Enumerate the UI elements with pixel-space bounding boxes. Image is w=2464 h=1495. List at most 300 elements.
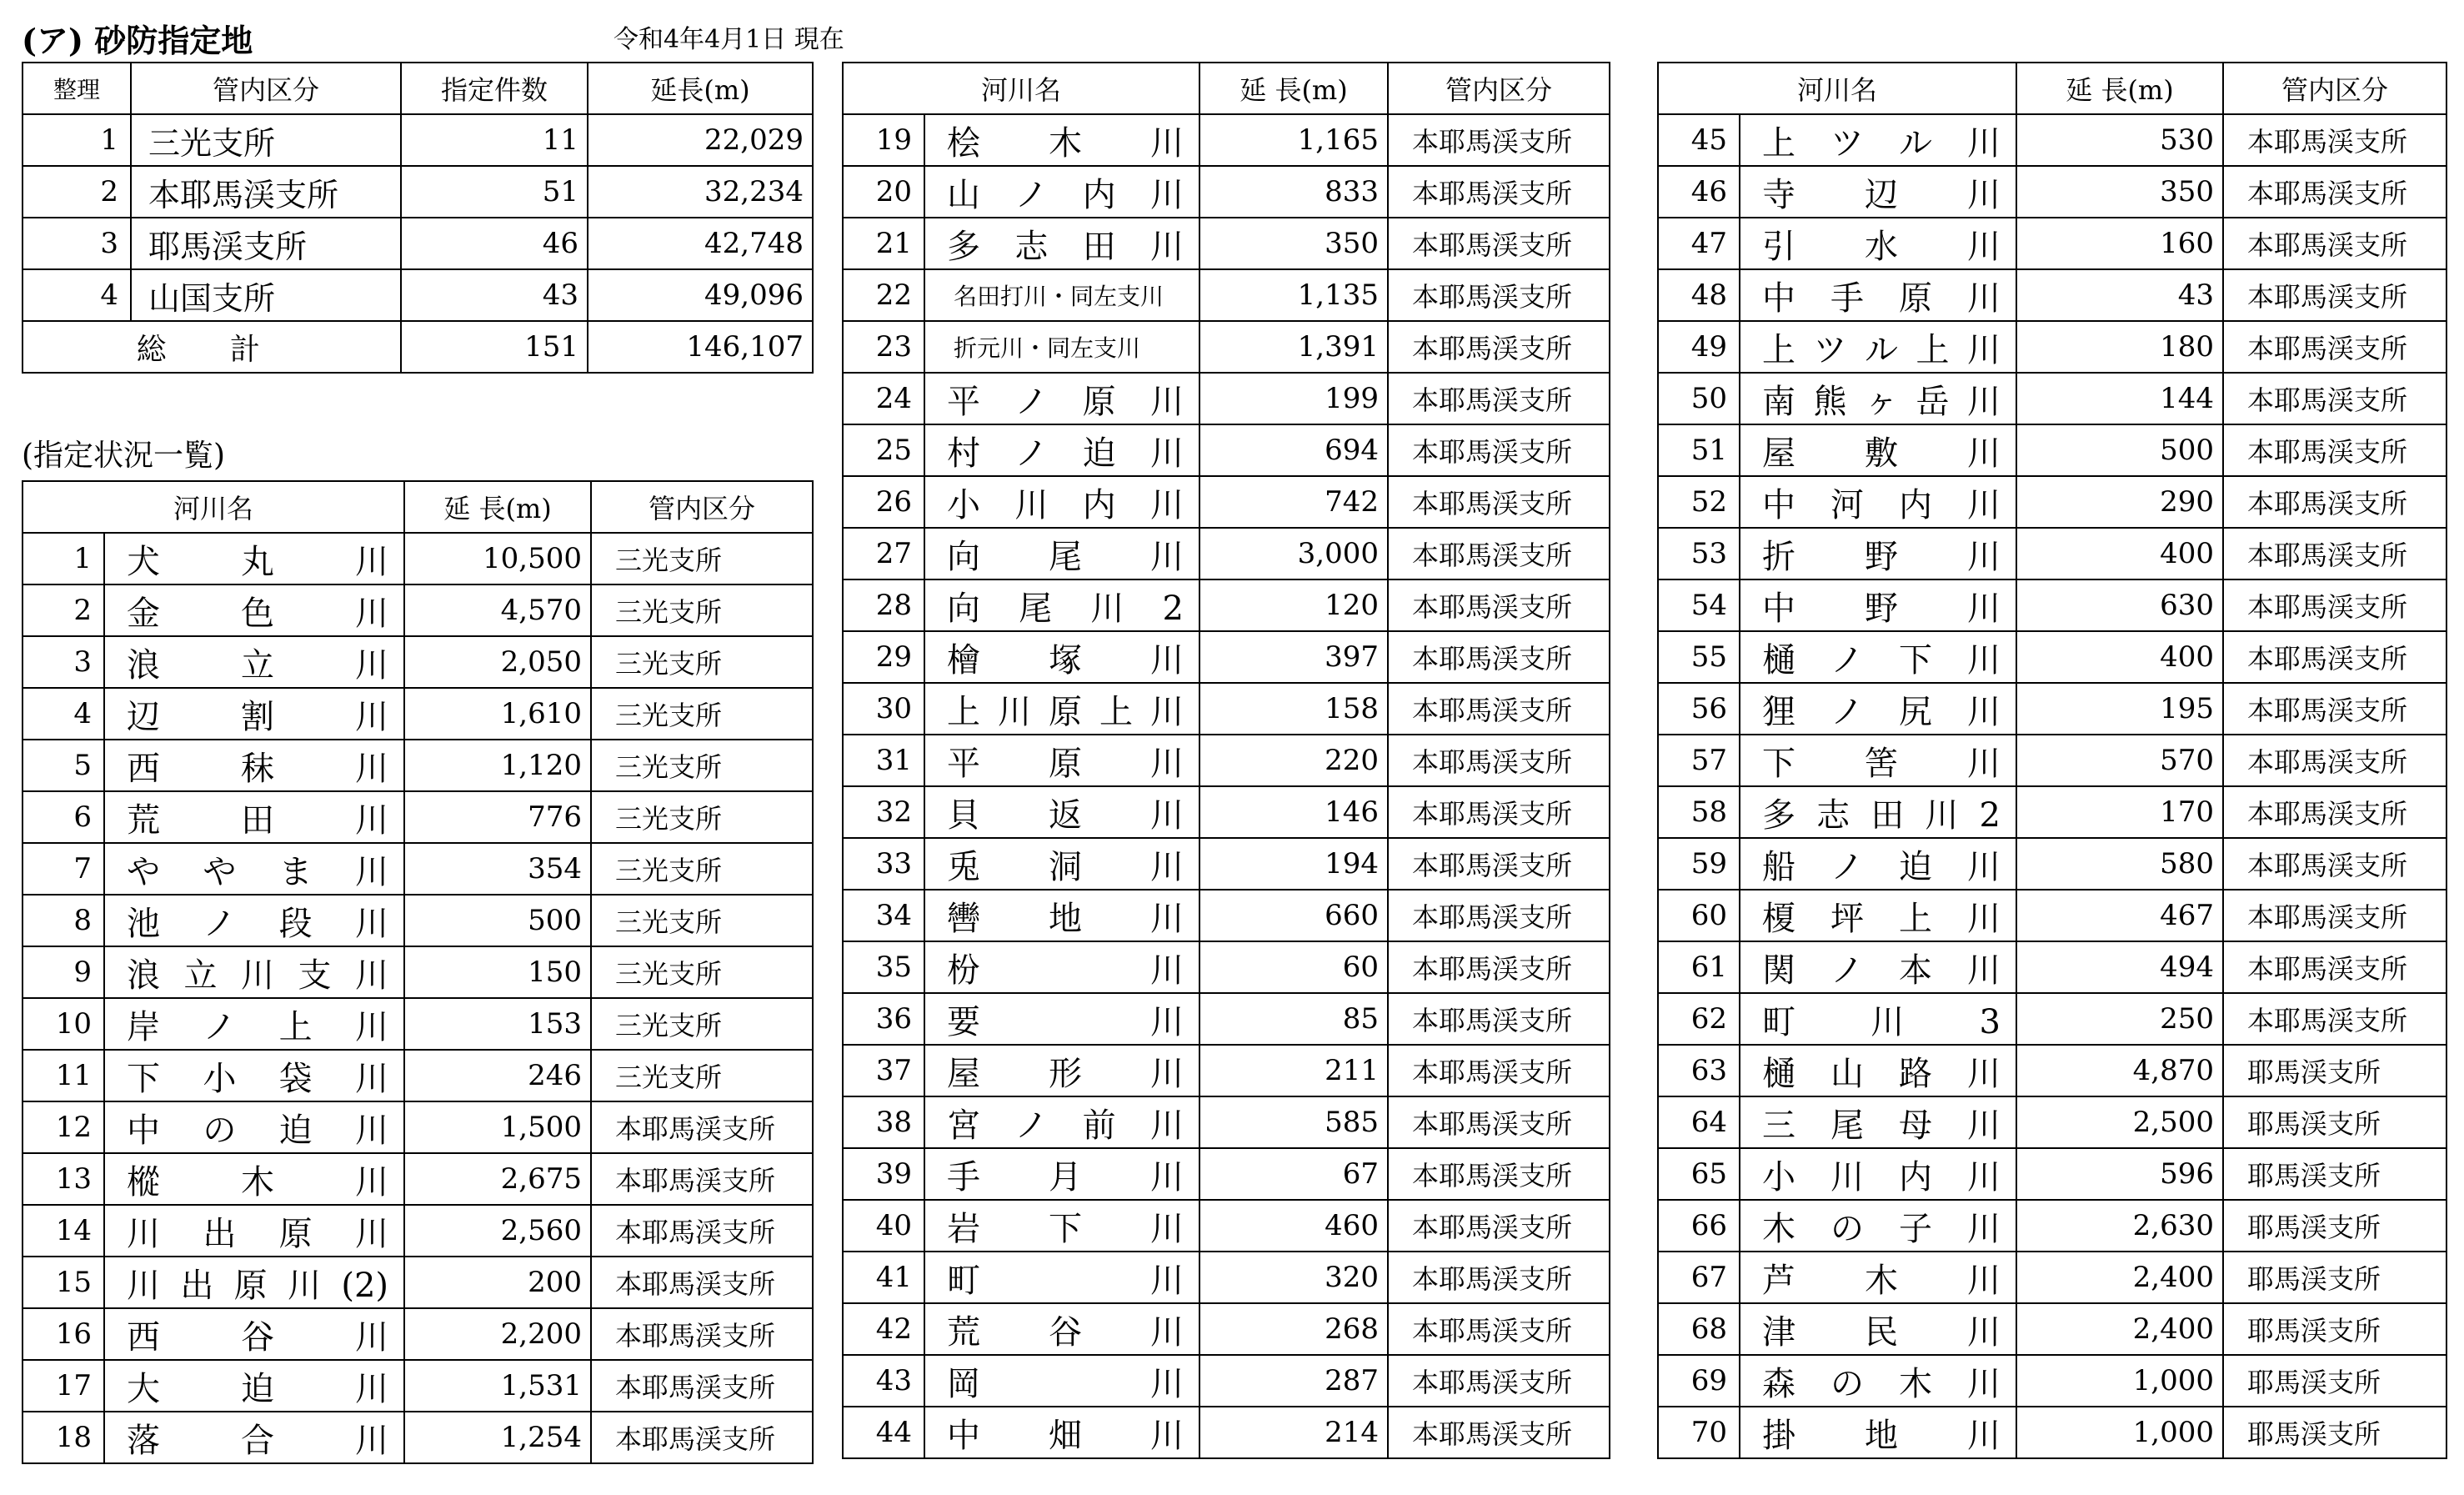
river-row-name: 上ツル上川 (1740, 321, 2016, 373)
river-row-no: 12 (23, 1101, 104, 1153)
river-row (843, 838, 1610, 890)
river-row-office: 本耶馬渓支所 (1388, 890, 1610, 941)
river-row-office: 本耶馬渓支所 (1388, 373, 1610, 424)
river-row-no: 43 (843, 1355, 924, 1407)
river-row-name: 屋敷川 (1740, 424, 2016, 476)
summary-header-count: 指定件数 (401, 63, 588, 114)
summary-row-no: 1 (23, 114, 131, 166)
river-row-length: 694 (1199, 424, 1388, 476)
summary-total-count: 151 (401, 321, 588, 373)
river-row-office: 本耶馬渓支所 (1388, 579, 1610, 631)
river-row-office: 本耶馬渓支所 (2223, 993, 2446, 1045)
river-row-office: 本耶馬渓支所 (591, 1153, 813, 1205)
river-row-no: 33 (843, 838, 924, 890)
river-row-office: 本耶馬渓支所 (1388, 269, 1610, 321)
river-row-no: 2 (23, 584, 104, 636)
river-row (843, 941, 1610, 993)
river-row (1658, 321, 2446, 373)
river-row-length: 195 (2016, 683, 2223, 735)
river-row-length: 742 (1199, 476, 1388, 528)
river-row-length: 460 (1199, 1200, 1388, 1252)
river-row-length: 530 (2016, 114, 2223, 166)
summary-row-length: 22,029 (588, 114, 813, 166)
river-row-length: 585 (1199, 1096, 1388, 1148)
river-row-length: 199 (1199, 373, 1388, 424)
summary-row (23, 269, 813, 321)
river-row-no: 42 (843, 1303, 924, 1355)
summary-header-office: 管内区分 (131, 63, 401, 114)
river-row (843, 373, 1610, 424)
river-row-length: 146 (1199, 786, 1388, 838)
river-header-row (1658, 63, 2446, 114)
river-row-name: 名田打川・同左支川 (924, 269, 1199, 321)
river-row-no: 59 (1658, 838, 1740, 890)
river-row-length: 596 (2016, 1148, 2223, 1200)
river-table-1 (22, 480, 814, 1464)
river-row-name: 中手原川 (1740, 269, 2016, 321)
river-row-name: 村ノ迫川 (924, 424, 1199, 476)
river-row (843, 269, 1610, 321)
river-row-no: 32 (843, 786, 924, 838)
river-row (843, 476, 1610, 528)
river-row (23, 1360, 813, 1412)
river-row-no: 28 (843, 579, 924, 631)
river-row-length: 170 (2016, 786, 2223, 838)
river-row-office: 本耶馬渓支所 (2223, 424, 2446, 476)
river-row (1658, 424, 2446, 476)
river-row (843, 1303, 1610, 1355)
river-row-length: 570 (2016, 735, 2223, 786)
river-row-no: 45 (1658, 114, 1740, 166)
river-row-name: 金色川 (104, 584, 404, 636)
river-row-no: 47 (1658, 218, 1740, 269)
river-row-name: 船ノ迫川 (1740, 838, 2016, 890)
river-row (23, 998, 813, 1050)
river-row-name: 下小袋川 (104, 1050, 404, 1101)
river-row-name: 平原川 (924, 735, 1199, 786)
river-row-name: 西谷川 (104, 1308, 404, 1360)
river-row-office: 三光支所 (591, 843, 813, 895)
river-row-office: 本耶馬渓支所 (1388, 321, 1610, 373)
river-row-name: 折元川・同左支川 (924, 321, 1199, 373)
river-row-office: 三光支所 (591, 584, 813, 636)
summary-row-no: 3 (23, 218, 131, 269)
river-row (23, 1050, 813, 1101)
river-row-no: 68 (1658, 1303, 1740, 1355)
river-header-name: 河川名 (843, 63, 1199, 114)
river-row-office: 本耶馬渓支所 (1388, 631, 1610, 683)
river-row-no: 69 (1658, 1355, 1740, 1407)
summary-total-label: 総 計 (23, 321, 401, 373)
river-row-name: 轡地川 (924, 890, 1199, 941)
river-row-office: 耶馬渓支所 (2223, 1200, 2446, 1252)
river-row-length: 350 (1199, 218, 1388, 269)
river-row-name: 犬丸川 (104, 533, 404, 584)
river-row (1658, 1303, 2446, 1355)
river-header-length: 延 長(m) (2016, 63, 2223, 114)
river-row-length: 4,570 (404, 584, 591, 636)
river-row-office: 本耶馬渓支所 (2223, 579, 2446, 631)
river-row (843, 890, 1610, 941)
river-row-name: ややま川 (104, 843, 404, 895)
river-row-no: 67 (1658, 1252, 1740, 1303)
river-row-name: 掛地川 (1740, 1407, 2016, 1458)
river-row-length: 43 (2016, 269, 2223, 321)
river-row-office: 本耶馬渓支所 (591, 1205, 813, 1257)
river-row (1658, 1148, 2446, 1200)
river-row-length: 776 (404, 791, 591, 843)
river-row-name: 引水川 (1740, 218, 2016, 269)
river-row-office: 本耶馬渓支所 (2223, 321, 2446, 373)
river-row-name: 南熊ヶ岳川 (1740, 373, 2016, 424)
river-row-office: 本耶馬渓支所 (1388, 786, 1610, 838)
river-header-office: 管内区分 (1388, 63, 1610, 114)
river-row-office: 耶馬渓支所 (2223, 1303, 2446, 1355)
river-row-name: 平ノ原川 (924, 373, 1199, 424)
summary-row-length: 49,096 (588, 269, 813, 321)
river-row (23, 533, 813, 584)
river-row-name: 辺割川 (104, 688, 404, 740)
summary-row-count: 46 (401, 218, 588, 269)
river-row-name: 狸ノ尻川 (1740, 683, 2016, 735)
river-row-no: 57 (1658, 735, 1740, 786)
river-row-length: 287 (1199, 1355, 1388, 1407)
river-row (1658, 786, 2446, 838)
river-row-length: 4,870 (2016, 1045, 2223, 1096)
river-row-name: 町川3 (1740, 993, 2016, 1045)
summary-header-row (23, 63, 813, 114)
summary-row-no: 4 (23, 269, 131, 321)
river-row (23, 1101, 813, 1153)
river-row (23, 946, 813, 998)
river-row-office: 本耶馬渓支所 (2223, 683, 2446, 735)
river-row-name: 浪立川 (104, 636, 404, 688)
page-title: (ア) 砂防指定地 (22, 22, 253, 59)
river-row-length: 160 (2016, 218, 2223, 269)
river-row-no: 30 (843, 683, 924, 735)
river-row-length: 268 (1199, 1303, 1388, 1355)
summary-header-no: 整理 (23, 63, 131, 114)
river-row-office: 本耶馬渓支所 (591, 1360, 813, 1412)
river-row (843, 1096, 1610, 1148)
river-row-name: 関ノ本川 (1740, 941, 2016, 993)
river-header-name: 河川名 (1658, 63, 2016, 114)
river-row-office: 本耶馬渓支所 (2223, 631, 2446, 683)
river-row-name: 手月川 (924, 1148, 1199, 1200)
river-row-no: 8 (23, 895, 104, 946)
river-row (23, 895, 813, 946)
river-row-length: 60 (1199, 941, 1388, 993)
river-row-length: 1,254 (404, 1412, 591, 1463)
river-row-office: 本耶馬渓支所 (1388, 1200, 1610, 1252)
river-row-no: 48 (1658, 269, 1740, 321)
river-row (23, 688, 813, 740)
summary-row-office: 本耶馬渓支所 (131, 166, 401, 218)
river-row-no: 38 (843, 1096, 924, 1148)
river-row-length: 144 (2016, 373, 2223, 424)
river-row-length: 3,000 (1199, 528, 1388, 579)
river-row-length: 350 (2016, 166, 2223, 218)
river-row (843, 735, 1610, 786)
river-row-name: 下筈川 (1740, 735, 2016, 786)
river-row (1658, 890, 2446, 941)
river-row-office: 本耶馬渓支所 (2223, 528, 2446, 579)
river-row (843, 1148, 1610, 1200)
river-row-no: 1 (23, 533, 104, 584)
river-row-name: 上川原上川 (924, 683, 1199, 735)
river-row-office: 三光支所 (591, 688, 813, 740)
river-header-row (23, 481, 813, 533)
river-row-office: 本耶馬渓支所 (1388, 1148, 1610, 1200)
river-row (843, 1045, 1610, 1096)
river-row-no: 10 (23, 998, 104, 1050)
river-row (23, 1308, 813, 1360)
river-row (1658, 373, 2446, 424)
river-row-office: 三光支所 (591, 895, 813, 946)
river-row-office: 本耶馬渓支所 (1388, 1303, 1610, 1355)
river-row-office: 本耶馬渓支所 (1388, 114, 1610, 166)
river-row-length: 1,500 (404, 1101, 591, 1153)
river-row-name: 中河内川 (1740, 476, 2016, 528)
river-row-name: 山ノ内川 (924, 166, 1199, 218)
river-row-length: 400 (2016, 528, 2223, 579)
river-row-name: 宮ノ前川 (924, 1096, 1199, 1148)
river-row-no: 62 (1658, 993, 1740, 1045)
river-row-office: 本耶馬渓支所 (2223, 890, 2446, 941)
summary-row-count: 51 (401, 166, 588, 218)
summary-row (23, 114, 813, 166)
river-row (23, 791, 813, 843)
river-row (1658, 1252, 2446, 1303)
river-row-office: 本耶馬渓支所 (1388, 1096, 1610, 1148)
river-row-name: 樋山路川 (1740, 1045, 2016, 1096)
river-row-length: 1,000 (2016, 1355, 2223, 1407)
river-row (1658, 579, 2446, 631)
river-row-name: 落合川 (104, 1412, 404, 1463)
river-row-office: 本耶馬渓支所 (2223, 373, 2446, 424)
river-row-no: 19 (843, 114, 924, 166)
river-row-name: 岸ノ上川 (104, 998, 404, 1050)
river-row-name: 貝返川 (924, 786, 1199, 838)
river-row (1658, 683, 2446, 735)
summary-row-office: 山国支所 (131, 269, 401, 321)
river-row-office: 本耶馬渓支所 (1388, 476, 1610, 528)
river-row-name: 枌川 (924, 941, 1199, 993)
river-row (23, 1412, 813, 1463)
river-row-no: 31 (843, 735, 924, 786)
river-row-length: 1,610 (404, 688, 591, 740)
river-row-office: 本耶馬渓支所 (2223, 941, 2446, 993)
river-row-name: 荒谷川 (924, 1303, 1199, 1355)
river-row-name: 向尾川 (924, 528, 1199, 579)
river-row-name: 池ノ段川 (104, 895, 404, 946)
river-row-length: 660 (1199, 890, 1388, 941)
river-row-length: 194 (1199, 838, 1388, 890)
river-row-name: 榎坪上川 (1740, 890, 2016, 941)
river-row-length: 180 (2016, 321, 2223, 373)
river-row-name: 中の迫川 (104, 1101, 404, 1153)
river-row (843, 1200, 1610, 1252)
river-row-name: 桧木川 (924, 114, 1199, 166)
list-title: (指定状況一覧) (22, 439, 226, 473)
river-row-name: 津民川 (1740, 1303, 2016, 1355)
river-row-name: 三尾母川 (1740, 1096, 2016, 1148)
river-row-no: 64 (1658, 1096, 1740, 1148)
river-row-office: 本耶馬渓支所 (2223, 786, 2446, 838)
river-row (843, 1355, 1610, 1407)
river-row-no: 41 (843, 1252, 924, 1303)
river-row-office: 本耶馬渓支所 (1388, 1355, 1610, 1407)
river-row-office: 本耶馬渓支所 (2223, 735, 2446, 786)
summary-row (23, 218, 813, 269)
river-row-length: 2,400 (2016, 1252, 2223, 1303)
river-row (843, 579, 1610, 631)
river-row (1658, 993, 2446, 1045)
river-row-no: 46 (1658, 166, 1740, 218)
river-row-no: 7 (23, 843, 104, 895)
river-row-no: 35 (843, 941, 924, 993)
summary-row-count: 11 (401, 114, 588, 166)
river-row-no: 55 (1658, 631, 1740, 683)
river-row-no: 40 (843, 1200, 924, 1252)
river-row-office: 本耶馬渓支所 (1388, 424, 1610, 476)
river-row (843, 166, 1610, 218)
river-row-length: 250 (2016, 993, 2223, 1045)
river-row-length: 211 (1199, 1045, 1388, 1096)
river-row-length: 494 (2016, 941, 2223, 993)
river-row-length: 220 (1199, 735, 1388, 786)
river-row-length: 467 (2016, 890, 2223, 941)
river-row-length: 246 (404, 1050, 591, 1101)
river-row-length: 67 (1199, 1148, 1388, 1200)
river-row-length: 290 (2016, 476, 2223, 528)
river-row-name: 多志田川2 (1740, 786, 2016, 838)
river-row-office: 三光支所 (591, 740, 813, 791)
river-row (1658, 735, 2446, 786)
summary-total-row (23, 321, 813, 373)
river-row-no: 11 (23, 1050, 104, 1101)
river-row-length: 500 (2016, 424, 2223, 476)
river-row-office: 本耶馬渓支所 (1388, 528, 1610, 579)
river-row-office: 本耶馬渓支所 (591, 1257, 813, 1308)
river-row (1658, 269, 2446, 321)
river-row-office: 耶馬渓支所 (2223, 1096, 2446, 1148)
river-row-no: 6 (23, 791, 104, 843)
river-row-office: 耶馬渓支所 (2223, 1252, 2446, 1303)
river-row (1658, 838, 2446, 890)
river-row-no: 50 (1658, 373, 1740, 424)
river-row-office: 本耶馬渓支所 (1388, 683, 1610, 735)
river-row (843, 631, 1610, 683)
river-row-no: 65 (1658, 1148, 1740, 1200)
river-row-length: 397 (1199, 631, 1388, 683)
river-row-office: 本耶馬渓支所 (2223, 218, 2446, 269)
river-row-name: 川出原川 (104, 1205, 404, 1257)
river-row-no: 54 (1658, 579, 1740, 631)
river-row-office: 本耶馬渓支所 (2223, 476, 2446, 528)
river-row-length: 1,120 (404, 740, 591, 791)
river-row-length: 1,135 (1199, 269, 1388, 321)
river-header-name: 河川名 (23, 481, 404, 533)
river-row (1658, 476, 2446, 528)
river-row-no: 36 (843, 993, 924, 1045)
river-row-no: 37 (843, 1045, 924, 1096)
river-row-name: 荒田川 (104, 791, 404, 843)
river-row-no: 27 (843, 528, 924, 579)
river-row-length: 2,675 (404, 1153, 591, 1205)
river-row-length: 354 (404, 843, 591, 895)
river-header-office: 管内区分 (591, 481, 813, 533)
summary-row-count: 43 (401, 269, 588, 321)
river-row (1658, 1407, 2446, 1458)
river-row-name: 樅木川 (104, 1153, 404, 1205)
river-row-office: 本耶馬渓支所 (1388, 218, 1610, 269)
river-row-office: 本耶馬渓支所 (591, 1101, 813, 1153)
river-row-no: 25 (843, 424, 924, 476)
river-row-no: 66 (1658, 1200, 1740, 1252)
river-row (843, 786, 1610, 838)
river-row-length: 85 (1199, 993, 1388, 1045)
river-row-no: 39 (843, 1148, 924, 1200)
river-row-no: 4 (23, 688, 104, 740)
river-row-name: 小川内川 (1740, 1148, 2016, 1200)
river-row-no: 20 (843, 166, 924, 218)
river-row (1658, 528, 2446, 579)
summary-row (23, 166, 813, 218)
river-row-name: 川出原川(2) (104, 1257, 404, 1308)
river-row-length: 580 (2016, 838, 2223, 890)
river-row (843, 218, 1610, 269)
river-row-length: 2,200 (404, 1308, 591, 1360)
river-row-length: 158 (1199, 683, 1388, 735)
river-row-length: 2,560 (404, 1205, 591, 1257)
river-row-length: 320 (1199, 1252, 1388, 1303)
river-row-no: 26 (843, 476, 924, 528)
river-row-office: 本耶馬渓支所 (591, 1308, 813, 1360)
river-row-no: 13 (23, 1153, 104, 1205)
river-row (1658, 1355, 2446, 1407)
river-row-length: 153 (404, 998, 591, 1050)
river-row-name: 上ツル川 (1740, 114, 2016, 166)
river-row-office: 本耶馬渓支所 (1388, 1407, 1610, 1458)
river-row-office: 三光支所 (591, 533, 813, 584)
summary-table (22, 62, 814, 374)
summary-row-no: 2 (23, 166, 131, 218)
river-row-name: 小川内川 (924, 476, 1199, 528)
river-row-no: 52 (1658, 476, 1740, 528)
summary-row-office: 耶馬渓支所 (131, 218, 401, 269)
river-row-office: 本耶馬渓支所 (2223, 114, 2446, 166)
river-row-name: 中畑川 (924, 1407, 1199, 1458)
river-row-name: 兎洞川 (924, 838, 1199, 890)
river-row-name: 向尾川2 (924, 579, 1199, 631)
river-row-no: 70 (1658, 1407, 1740, 1458)
river-row-length: 200 (404, 1257, 591, 1308)
river-row-office: 耶馬渓支所 (2223, 1407, 2446, 1458)
river-row (1658, 1096, 2446, 1148)
river-row-name: 寺辺川 (1740, 166, 2016, 218)
river-row (843, 114, 1610, 166)
river-row-no: 24 (843, 373, 924, 424)
river-row-no: 18 (23, 1412, 104, 1463)
river-row-office: 本耶馬渓支所 (1388, 166, 1610, 218)
river-row (23, 636, 813, 688)
river-row-length: 2,500 (2016, 1096, 2223, 1148)
summary-row-office: 三光支所 (131, 114, 401, 166)
river-row-name: 折野川 (1740, 528, 2016, 579)
river-row-office: 三光支所 (591, 1050, 813, 1101)
river-row-name: 木の子川 (1740, 1200, 2016, 1252)
